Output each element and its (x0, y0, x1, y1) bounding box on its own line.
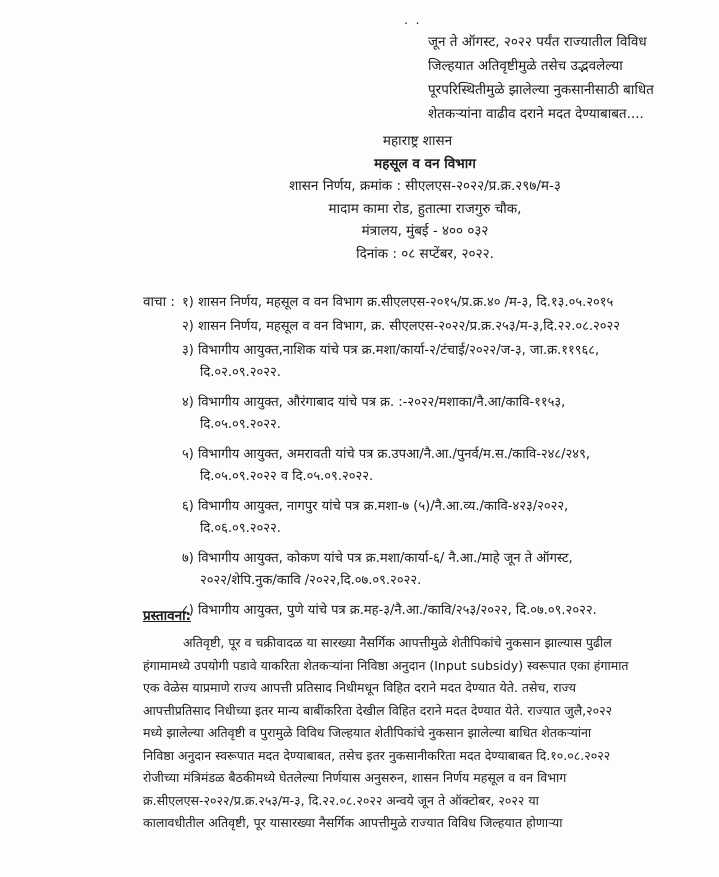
paragraph-line: आपत्तीप्रतिसाद निधीच्या इतर मान्य बाबींकरिता देखील विहित दराने मदत देण्यात येते. राज्यात जुलै,२०२२ (143, 702, 613, 718)
subject-line: जून ते ऑगस्ट, २०२२ पर्यंत राज्यातील विविध (428, 34, 647, 50)
paragraph-line: निविष्ठा अनुदान स्वरूपात मदत देण्याबाबत, तसेच इतर नुकसानीकरिता मदत देण्याबाबत दि.१०.०८.२०२२ (143, 747, 611, 763)
address-line-1: मादाम कामा रोड, हुतात्मा राजगुरु चौक, (328, 200, 522, 217)
top-dots: . . (404, 13, 422, 27)
department-name: महसूल व वन विभाग (374, 155, 476, 172)
reference-line: दि.०५.०९.२०२२ व दि.०५.०९.२०२२. (200, 469, 374, 484)
government-header (260, 130, 590, 265)
reference-line: ४) विभागीय आयुक्त, औरंगाबाद यांचे पत्र क्र. :-२०२२/मशाका/नै.आ/कावि-११५३, (182, 395, 566, 410)
resolution-date: दिनांक : ०८ सप्टेंबर, २०२२. (356, 245, 494, 262)
subject-line: पूरपरिस्थितीमुळे झालेल्या नुकसानीसाठी बाधित (428, 82, 654, 98)
paragraph-line: मध्ये झालेल्या अतिवृष्टी व पुरामुळे विविध जिल्हयात शेतीपिकांचे नुकसान झालेल्या बाधित शेतकऱ्यांना (143, 725, 592, 740)
reference-item (182, 496, 712, 540)
paragraph-line: कालावधीतील अतिवृष्टी, पूर यासारख्या नैसर्गिक आपत्तीमुळे राज्यात विविध जिल्हयात होणाऱ्या (143, 815, 563, 830)
reference-line: ६) विभागीय आयुक्त, नागपुर यांचे पत्र क्र.मशा-७ (५)/नै.आ.व्य./कावि-४२३/२०२२, (182, 499, 569, 514)
paragraph-line: रोजीच्या मंत्रिमंडळ बैठकीमध्ये घेतलेल्या निर्णयास अनुसरुन, शासन निर्णय महसूल व वन विभाग (143, 770, 567, 785)
paragraph-line: क्र.सीएलएस-२०२२/प्र.क्र.२५३/म-३, दि.२२.०८.२०२२ अन्वये जून ते ऑक्टोबर, २०२२ या (143, 792, 539, 808)
reference-line: ५) विभागीय आयुक्त, अमरावती यांचे पत्र क्र.उपआ/नै.आ./पुनर्व/म.स./कावि-२४८/२४९, (182, 447, 590, 462)
reference-line: दि.०५.०९.२०२२. (200, 417, 281, 432)
paragraph-line: अतिवृष्टी, पूर व चक्रीवादळ या सारख्या नैसर्गिक आपत्तीमुळे शेतीपिकांचे नुकसान झाल्यास पुढील (183, 635, 612, 650)
preamble-heading: प्रस्तावना: (143, 608, 192, 624)
paragraph-line: हंगामामध्ये उपयोगी पडावे याकरिता शेतकऱ्यांना निविष्ठा अनुदान (Input subsidy) स्वरूपात एका हंगामात (143, 657, 629, 673)
reference-line: १) शासन निर्णय, महसूल व वन विभाग क्र.सीएलएस-२०१५/प्र.क्र.४० /म-३, दि.१३.०५.२०१५ (182, 295, 614, 310)
reference-line: २) शासन निर्णय, महसूल व वन विभाग, क्र. सीएलएस-२०२२/प्र.क्र.२५३/म-३,दि.२२.०८.२०२२ (182, 319, 621, 334)
reference-line: ३) विभागीय आयुक्त,नाशिक यांचे पत्र क्र.मशा/कार्या-२/टंचाई/२०२२/ज-३, जा.क्र.११९६८, (182, 343, 600, 358)
paragraph-line: एक वेळेस याप्रमाणे राज्य आपत्ती प्रतिसाद निधीमधून विहित दराने मदत देण्यात येते. तसेच, राज्य (143, 680, 577, 695)
references-list (182, 292, 712, 622)
subject-line: शेतकऱ्यांना वाढीव दराने मदत देण्याबाबत.... (428, 106, 644, 122)
reference-item (182, 548, 712, 592)
reference-line: दि.०६.०९.२०२२. (200, 521, 281, 536)
reference-line: २०२२/शेपि.नुक/कावि /२०२२,दि.०७.०९.२०२२. (200, 573, 422, 588)
reference-item (182, 600, 712, 622)
resolution-number: शासन निर्णय, क्रमांक : सीएलएस-२०२२/प्र.क्र.२९७/म-३ (289, 178, 561, 194)
address-line-2: मंत्रालय, मुंबई - ४०० ०३२ (361, 223, 489, 239)
reference-item (182, 316, 712, 338)
preamble-paragraph (143, 632, 703, 835)
reference-line: ८) विभागीय आयुक्त, पुणे यांचे पत्र क्र.मह-३/नै.आ./कावि/२५३/२०२२, दि.०७.०९.२०२२. (182, 603, 597, 618)
reference-line: ७) विभागीय आयुक्त, कोकण यांचे पत्र क्र.मशा/कार्या-६/ नै.आ./माहे जून ते ऑगस्ट, (182, 551, 573, 566)
state-name: महाराष्ट्र शासन (382, 133, 453, 149)
references-label: वाचा : (143, 294, 175, 310)
subject-block (428, 30, 710, 126)
reference-line: दि.०२.०९.२०२२. (200, 365, 281, 380)
reference-item (182, 444, 712, 488)
subject-line: जिल्हयात अतिवृष्टीमुळे तसेच उद्भवलेल्या (428, 58, 623, 74)
reference-item (182, 392, 712, 436)
reference-item (182, 340, 712, 384)
reference-item (182, 292, 712, 314)
